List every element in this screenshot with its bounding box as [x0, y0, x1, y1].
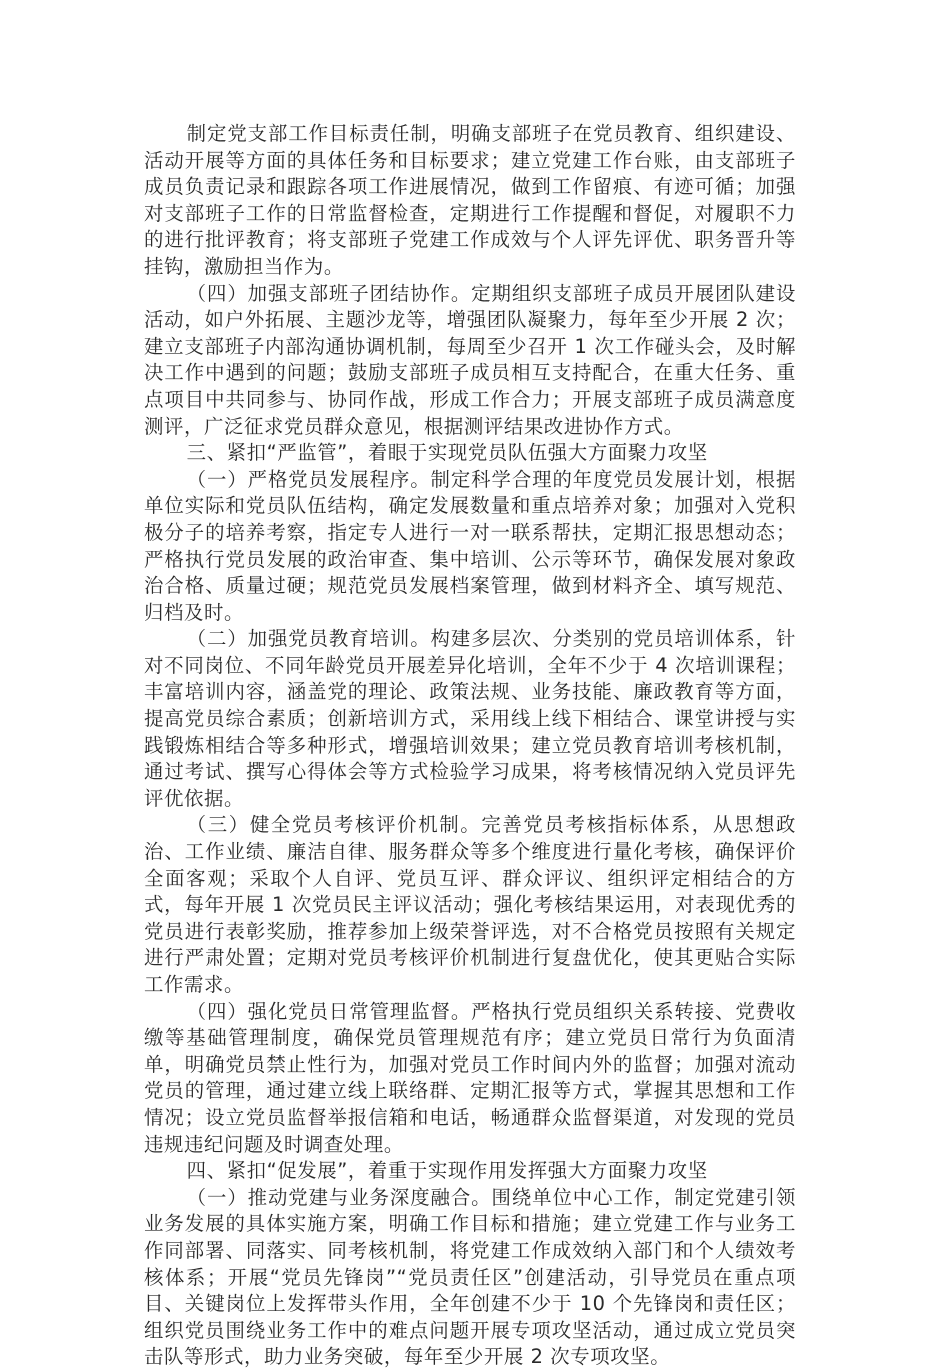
paragraph-member-training: （二）加强党员教育培训。构建多层次、分类别的党员培训体系，针对不同岗位、不同年龄党员开展差异化培训，全年不少于 4 次培训课程；丰富培训内容，涵盖党的理论、政策法规、业务技能、廉政教育等方面，提高党员综合素质；创新培训方式，采用线上线下相结合、课堂讲授与实践锻炼相结合等多种形式，增强培训效果；建立党员教育培训考核机制，通过考试、撰写心得体会等方式检验学习成果，将考核情况纳入党员评先评优依据。: [144, 627, 796, 810]
paragraph-business-integration: （一）推动党建与业务深度融合。围绕单位中心工作，制定党建引领业务发展的具体实施方案，明确工作目标和措施；建立党建工作与业务工作同部署、同落实、同考核机制，将党建工作成效纳入部门和个人绩效考核体系；开展“党员先锋岗”“党员责任区”创建活动，引导党员在重点项目、关键岗位上发挥带头作用，全年创建不少于 10 个先锋岗和责任区；组织党员围绕业务工作中的难点问题开展专项攻坚活动，通过成立党员突击队等形式，助力业务突破，每年至少开展 2 次专项攻坚。: [144, 1185, 796, 1369]
paragraph-team-cooperation: （四）加强支部班子团结协作。定期组织支部班子成员开展团队建设活动，如户外拓展、主题沙龙等，增强团队凝聚力，每年至少开展 2 次；建立支部班子内部沟通协调机制，每周至少召开 1 次工作碰头会，及时解决工作中遇到的问题；鼓励支部班子成员相互支持配合，在重大任务、重点项目中共同参与、协同作战，形成工作合力；开展支部班子成员满意度测评，广泛征求党员群众意见，根据测评结果改进协作方式。: [144, 281, 796, 438]
paragraph-target-responsibility: 制定党支部工作目标责任制，明确支部班子在党员教育、组织建设、活动开展等方面的具体任务和目标要求；建立党建工作台账，由支部班子成员负责记录和跟踪各项工作进展情况，做到工作留痕、有迹可循；加强对支部班子工作的日常监督检查，定期进行工作提醒和督促，对履职不力的进行批评教育；将支部班子党建工作成效与个人评先评优、职务晋升等挂钩，激励担当作为。: [144, 122, 796, 278]
paragraph-daily-supervision: （四）强化党员日常管理监督。严格执行党员组织关系转接、党费收缴等基础管理制度，确保党员管理规范有序；建立党员日常行为负面清单，明确党员禁止性行为，加强对党员工作时间内外的监督；加强对流动党员的管理，通过建立线上联络群、定期汇报等方式，掌握其思想和工作情况；设立党员监督举报信箱和电话，畅通群众监督渠道，对发现的党员违规违纪问题及时调查处理。: [144, 999, 796, 1156]
section-heading-strict-supervision: 三、紧扣“严监管”，着眼于实现党员队伍强大方面聚力攻坚: [186, 441, 708, 465]
section-heading-promote-development: 四、紧扣“促发展”，着重于实现作用发挥强大方面聚力攻坚: [186, 1159, 708, 1183]
paragraph-member-evaluation: （三）健全党员考核评价机制。完善党员考核指标体系，从思想政治、工作业绩、廉洁自律、服务群众等多个维度进行量化考核，确保评价全面客观；采取个人自评、党员互评、群众评议、组织评定相结合的方式，每年开展 1 次党员民主评议活动；强化考核结果运用，对表现优秀的党员进行表彰奖励，推荐参加上级荣誉评选，对不合格党员按照有关规定进行严肃处置；定期对党员考核评价机制进行复盘优化，使其更贴合实际工作需求。: [144, 813, 796, 996]
paragraph-member-development: （一）严格党员发展程序。制定科学合理的年度党员发展计划，根据单位实际和党员队伍结构，确定发展数量和重点培养对象；加强对入党积极分子的培养考察，指定专人进行一对一联系帮扶，定期汇报思想动态；严格执行党员发展的政治审查、集中培训、公示等环节，确保发展对象政治合格、质量过硬；规范党员发展档案管理，做到材料齐全、填写规范、归档及时。: [144, 467, 796, 624]
document-page: [144, 121, 796, 1371]
